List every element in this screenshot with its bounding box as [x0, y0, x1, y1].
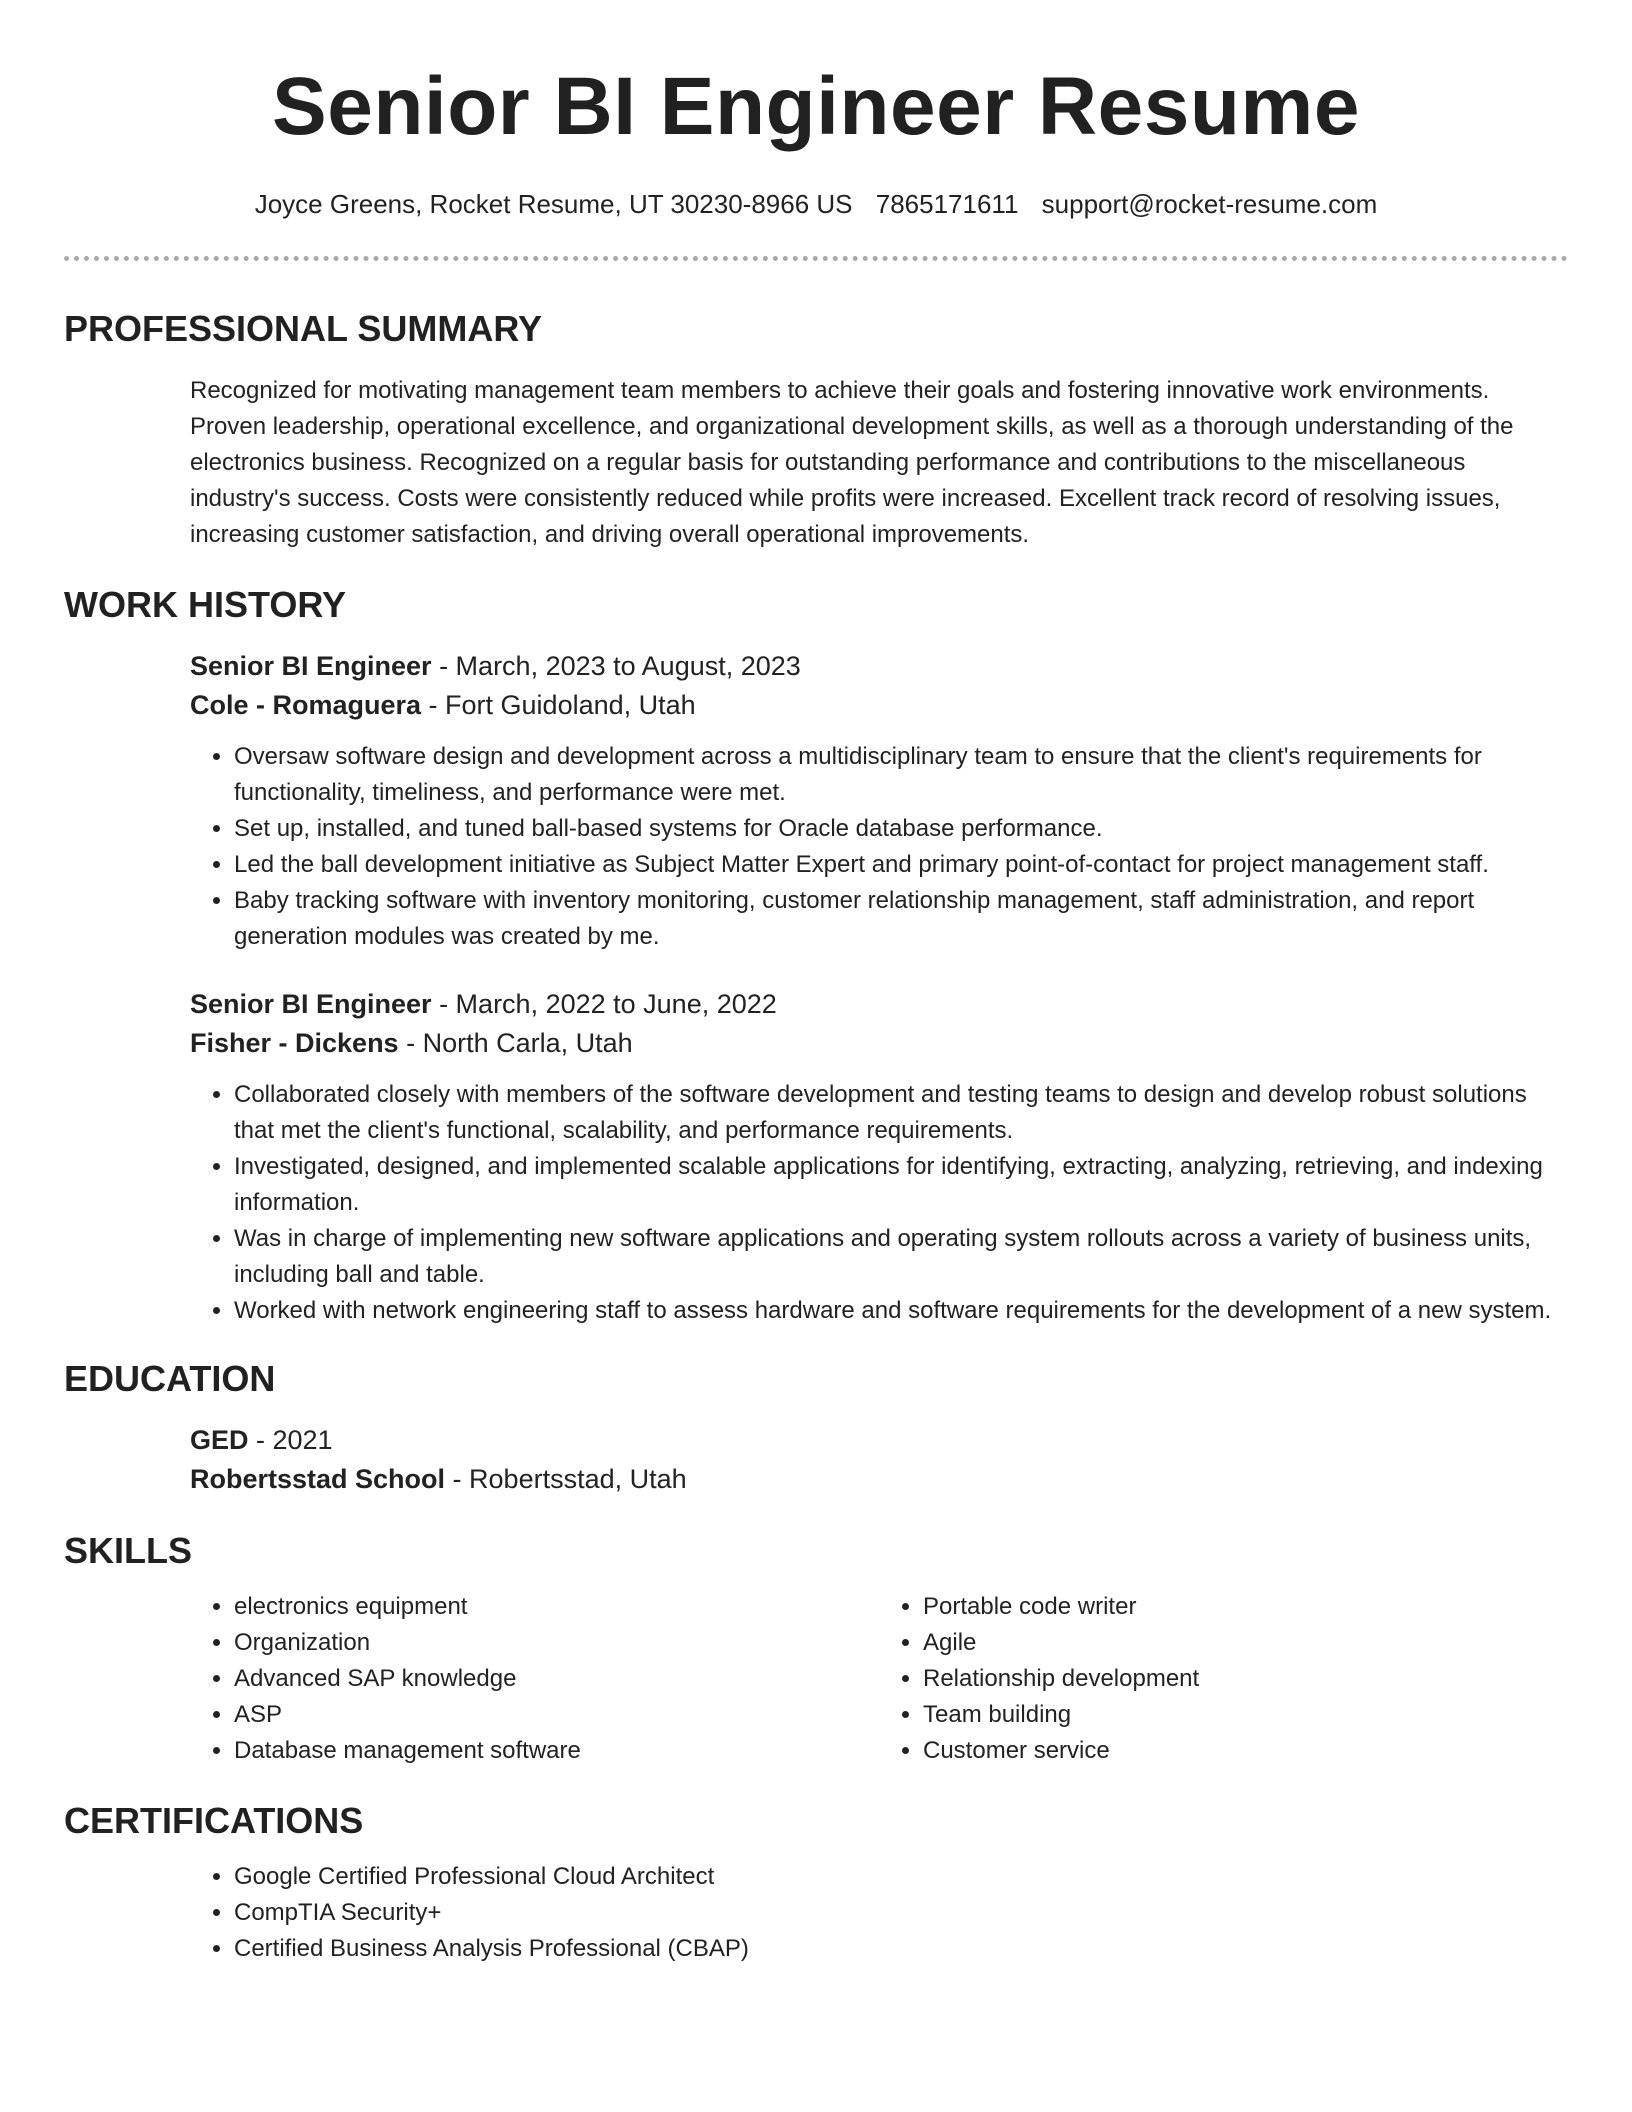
school-location: - Robertsstad, Utah	[445, 1464, 687, 1494]
degree-year: - 2021	[248, 1425, 333, 1455]
work-history-section	[64, 581, 1568, 1329]
contact-line	[64, 186, 1568, 222]
list-item: • Organization	[234, 1625, 879, 1661]
summary-heading: PROFESSIONAL SUMMARY	[64, 308, 543, 349]
job-title-line	[190, 985, 1568, 1024]
list-item: • CompTIA Security+	[234, 1895, 1568, 1931]
list-item: • Portable code writer	[923, 1589, 1568, 1625]
skills-grid	[190, 1589, 1568, 1769]
job-title: Senior BI Engineer	[190, 651, 432, 681]
list-item: • Team building	[923, 1697, 1568, 1733]
job-bullets	[190, 1077, 1568, 1329]
certifications-section	[64, 1797, 1568, 1967]
education-entry	[190, 1421, 1568, 1499]
work-history-heading: WORK HISTORY	[64, 584, 347, 625]
list-item: • Set up, installed, and tuned ball-based systems for Oracle database performance.	[234, 811, 1568, 847]
skills-list-right	[879, 1589, 1568, 1769]
skills-section	[64, 1527, 1568, 1769]
summary-text: Recognized for motivating management team members to achieve their goals and fostering innovative work environments. Proven leadership, operational excellence, and organizational development skills, as well as a thorough understanding of the electronics business. Recognized on a regular basis for outstanding performance and contributions to the miscellaneous industry's success. Costs were consistently reduced while profits were increased. Excellent track record of resolving issues, increasing customer satisfaction, and driving overall operational improvements.	[190, 377, 1514, 548]
summary-section	[64, 305, 1568, 553]
list-item: • Certified Business Analysis Professional (CBAP)	[234, 1931, 1568, 1967]
list-item: • Google Certified Professional Cloud Architect	[234, 1859, 1568, 1895]
job-bullets	[190, 739, 1568, 955]
list-item: • Oversaw software design and development across a multidisciplinary team to ensure that the client's requirements for functionality, timeliness, and performance were met.	[234, 739, 1568, 811]
job-company: Fisher - Dickens	[190, 1028, 399, 1058]
list-item: • ASP	[234, 1697, 879, 1733]
job-title-line	[190, 647, 1568, 686]
skills-list-left	[190, 1589, 879, 1769]
contact-email: support@rocket-resume.com	[1041, 189, 1378, 219]
job-location: - Fort Guidoland, Utah	[421, 690, 696, 720]
list-item: • Advanced SAP knowledge	[234, 1661, 879, 1697]
job-entry	[190, 985, 1568, 1329]
list-item: • Led the ball development initiative as Subject Matter Expert and primary point-of-contact for project management staff.	[234, 847, 1568, 883]
list-item: • Was in charge of implementing new software applications and operating system rollouts across a variety of business units, including ball and table.	[234, 1221, 1568, 1293]
education-heading: EDUCATION	[64, 1358, 276, 1399]
list-item: • Customer service	[923, 1733, 1568, 1769]
education-section	[64, 1355, 1568, 1499]
job-title: Senior BI Engineer	[190, 989, 432, 1019]
school-name: Robertsstad School	[190, 1464, 446, 1494]
job-company-line	[190, 686, 1568, 725]
page-title: Senior BI Engineer Resume	[272, 61, 1360, 152]
resume-page	[64, 48, 1568, 1967]
job-dates: - March, 2022 to June, 2022	[431, 989, 777, 1019]
certifications-heading: CERTIFICATIONS	[64, 1800, 364, 1841]
list-item: • electronics equipment	[234, 1589, 879, 1625]
list-item: • Agile	[923, 1625, 1568, 1661]
job-dates: - March, 2023 to August, 2023	[431, 651, 801, 681]
job-entry	[190, 647, 1568, 955]
list-item: • Worked with network engineering staff to assess hardware and software requirements for the development of a new system.	[234, 1293, 1568, 1329]
certifications-list	[190, 1859, 1568, 1967]
list-item: • Relationship development	[923, 1661, 1568, 1697]
list-item: • Database management software	[234, 1733, 879, 1769]
list-item: • Baby tracking software with inventory monitoring, customer relationship management, staff administration, and report generation modules was created by me.	[234, 883, 1568, 955]
list-item: • Collaborated closely with members of the software development and testing teams to design and develop robust solutions that met the client's functional, scalability, and performance requirements.	[234, 1077, 1568, 1149]
school-line	[190, 1460, 1568, 1499]
contact-phone: 7865171611	[875, 189, 1019, 219]
job-company-line	[190, 1024, 1568, 1063]
list-item: • Investigated, designed, and implemented scalable applications for identifying, extracting, analyzing, retrieving, and indexing information.	[234, 1149, 1568, 1221]
header-divider	[64, 256, 1568, 261]
contact-address: Joyce Greens, Rocket Resume, UT 30230-8966 US	[254, 189, 853, 219]
job-location: - North Carla, Utah	[398, 1028, 633, 1058]
degree: GED	[190, 1425, 249, 1455]
skills-heading: SKILLS	[64, 1530, 193, 1571]
job-company: Cole - Romaguera	[190, 690, 422, 720]
degree-line	[190, 1421, 1568, 1460]
